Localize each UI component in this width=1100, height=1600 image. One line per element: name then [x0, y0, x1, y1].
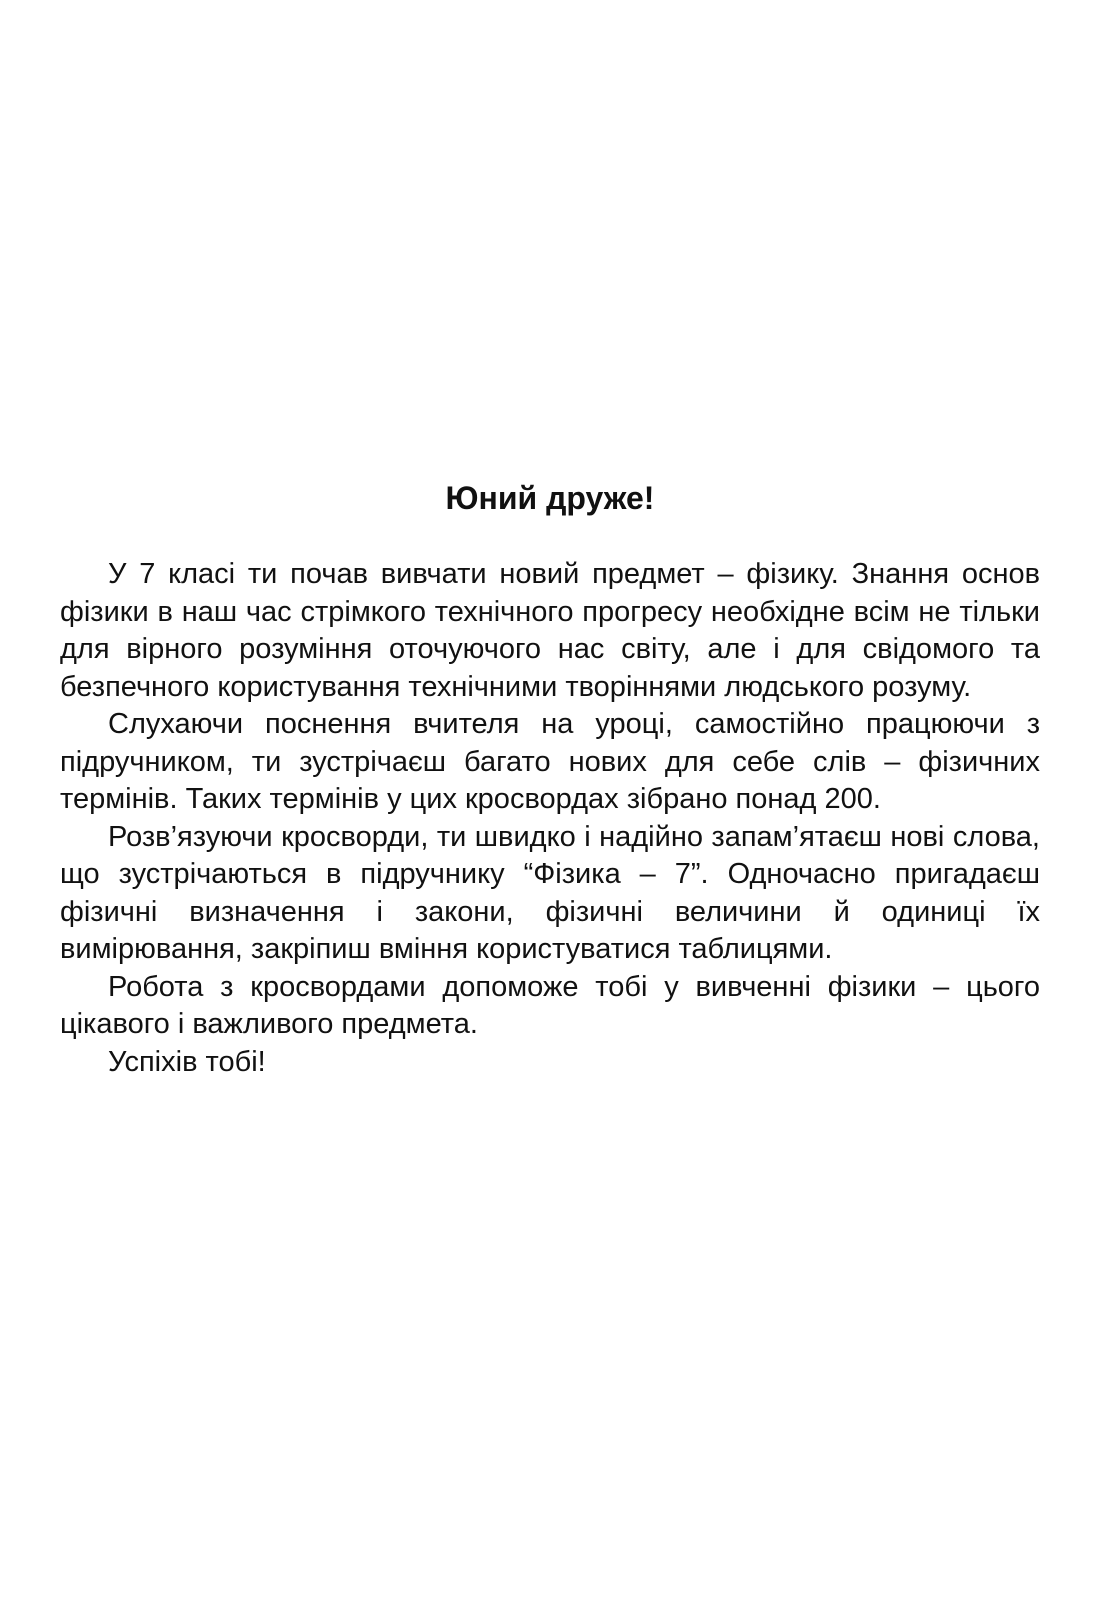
- paragraph-intro: У 7 класі ти почав вивчати новий предмет – фізику. Знання основ фізики в наш час стрімкого технічного прогресу необхідне всім не тільки для вірного розуміння оточуючого нас світу, але і для свідомого та безпечного користування технічними творіннями людського розуму.: [60, 558, 1040, 703]
- paragraph-help: Робота з кросвордами допоможе тобі у вивченні фізики – цього цікавого і важливого предмета.: [60, 970, 1040, 1040]
- document-page: [60, 478, 1040, 1081]
- paragraph-closing: Успіхів тобі!: [108, 1045, 266, 1078]
- paragraph-terms: Слухаючи поснення вчителя на уроці, самостійно працюючи з підручником, ти зустрічаєш багато нових для себе слів – фізичних термінів. Таких термінів у цих кросвордах зібрано понад 200.: [60, 708, 1040, 815]
- paragraph-crosswords: Розв’язуючи кросворди, ти швидко і надійно запам’ятаєш нові слова, що зустрічаються в підручнику “Фізика – 7”. Одночасно пригадаєш фізичні визначення і закони, фізичні величини й одиниці їх вимірювання, закріпиш вміння користуватися таблицями.: [60, 820, 1040, 965]
- page-title: Юний друже!: [445, 480, 655, 516]
